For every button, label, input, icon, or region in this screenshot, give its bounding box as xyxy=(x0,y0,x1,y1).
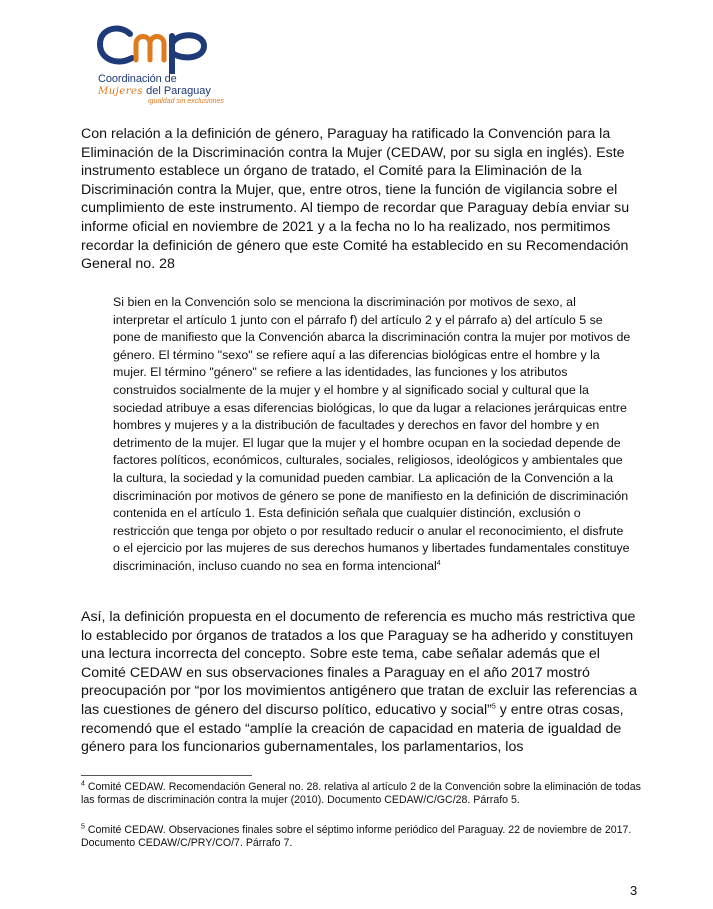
footnote-number: 5 xyxy=(81,823,85,831)
cmp-monogram-icon xyxy=(96,22,221,74)
logo-org-line1: Coordinación de xyxy=(98,73,177,85)
logo-script-word: Mujeres xyxy=(98,86,144,97)
logo-tagline: igualdad sin exclusiones xyxy=(148,98,224,105)
footnote-separator xyxy=(81,775,252,776)
body-paragraph-1: Con relación a la definición de género, Paraguay ha ratificado la Convención para la Eliminación de la Discriminación contra la Mujer (CEDAW, por su sigla en inglés). Este instrumento establece un órgano de tratado, el Comité para la Eliminación de la Discriminación contra la Mujer, que, entre otros, tiene la función de vigilancia sobre el cumplimiento de este instrumento. Al tiempo de recordar que Paraguay debía enviar su informe oficial en noviembre de 2021 y a la fecha no lo ha realizado, nos permitimos recordar la definición de género que este Comité ha establecido en su Recomendación General no. 28 xyxy=(81,126,630,273)
logo-org-line2 xyxy=(98,85,211,97)
footnote-4 xyxy=(81,781,641,808)
block-quote-text: Si bien en la Convención solo se menciona la discriminación por motivos de sexo, al interpretar el artículo 1 junto con el párrafo f) del artículo 2 y el párrafo a) del artículo 5 se pone de manifiesto que la Convención abarca la discriminación contra la mujer por motivos de género. El término "sexo" se refiere aquí a las diferencias biológicas entre el hombre y la mujer. El término "género" se refiere a las identidades, las funciones y los atributos construidos socialmente de la mujer y el hombre y al significado social y cultural que la sociedad atribuye a esas diferencias biológicas, lo que da lugar a relaciones jerárquicas entre hombres y mujeres y a la distribución de facultades y derechos en favor del hombre y en detrimento de la mujer. El lugar que la mujer y el hombre ocupan en la sociedad depende de factores políticos, económicos, culturales, sociales, religiosos, ideológicos y ambientales que la cultura, la sociedad y la comunidad pueden cambiar. La aplicación de la Convención a la discriminación por motivos de género se pone de manifiesto en la definición de discriminación contenida en el artículo 1. Esta definición señala que cualquier distinción, exclusión o restricción que tenga por objeto o por resultado reducir o anular el reconocimiento, el disfrute o el ejercicio por las mujeres de sus derechos humanos y libertades fundamentales constituye discriminación, incluso cuando no sea en forma intencional xyxy=(113,295,631,573)
paragraph-2-text-b: y entre otras cosas, recomendó que el estado “amplíe la creación de capacidad en materia de igualdad de género para los funcionarios gubernamentales, los parlamentarios, los xyxy=(81,701,624,756)
footnote-5 xyxy=(81,824,641,851)
block-quote xyxy=(113,294,633,576)
paragraph-2-text-a: Así, la definición propuesta en el documento de referencia es mucho más restrictiva que lo establecido por órganos de tratados a los que Paraguay se ha adherido y constituyen una lectura incorrecta del concepto. Sobre este tema, cabe señalar además que el Comité CEDAW en sus observaciones finales a Paraguay en el año 2017 mostró preocupación por “por los movimientos antigénero que tratan de excluir las referencias a las cuestiones de género del discurso político, educativo y social” xyxy=(81,609,637,718)
footnote-text: Comité CEDAW. Observaciones finales sobre el séptimo informe periódico del Paraguay. 22 de noviembre de 2017. Documento CEDAW/C/PRY/CO/7. Párrafo 7. xyxy=(81,824,632,850)
footnote-text: Comité CEDAW. Recomendación General no. 28. relativa al artículo 2 de la Convención sobre la eliminación de todas las formas de discriminación contra la mujer (2010). Documento CEDAW/C/GC/28. Párrafo 5. xyxy=(81,781,641,807)
logo-org-suffix: del Paraguay xyxy=(146,85,211,97)
body-paragraph-2 xyxy=(81,608,641,757)
footnote-ref-4[interactable]: 4 xyxy=(436,559,441,567)
footnote-ref-5[interactable]: 5 xyxy=(491,703,496,711)
footnote-number: 4 xyxy=(81,780,85,788)
page-number: 3 xyxy=(630,883,638,898)
organization-logo xyxy=(96,22,276,108)
